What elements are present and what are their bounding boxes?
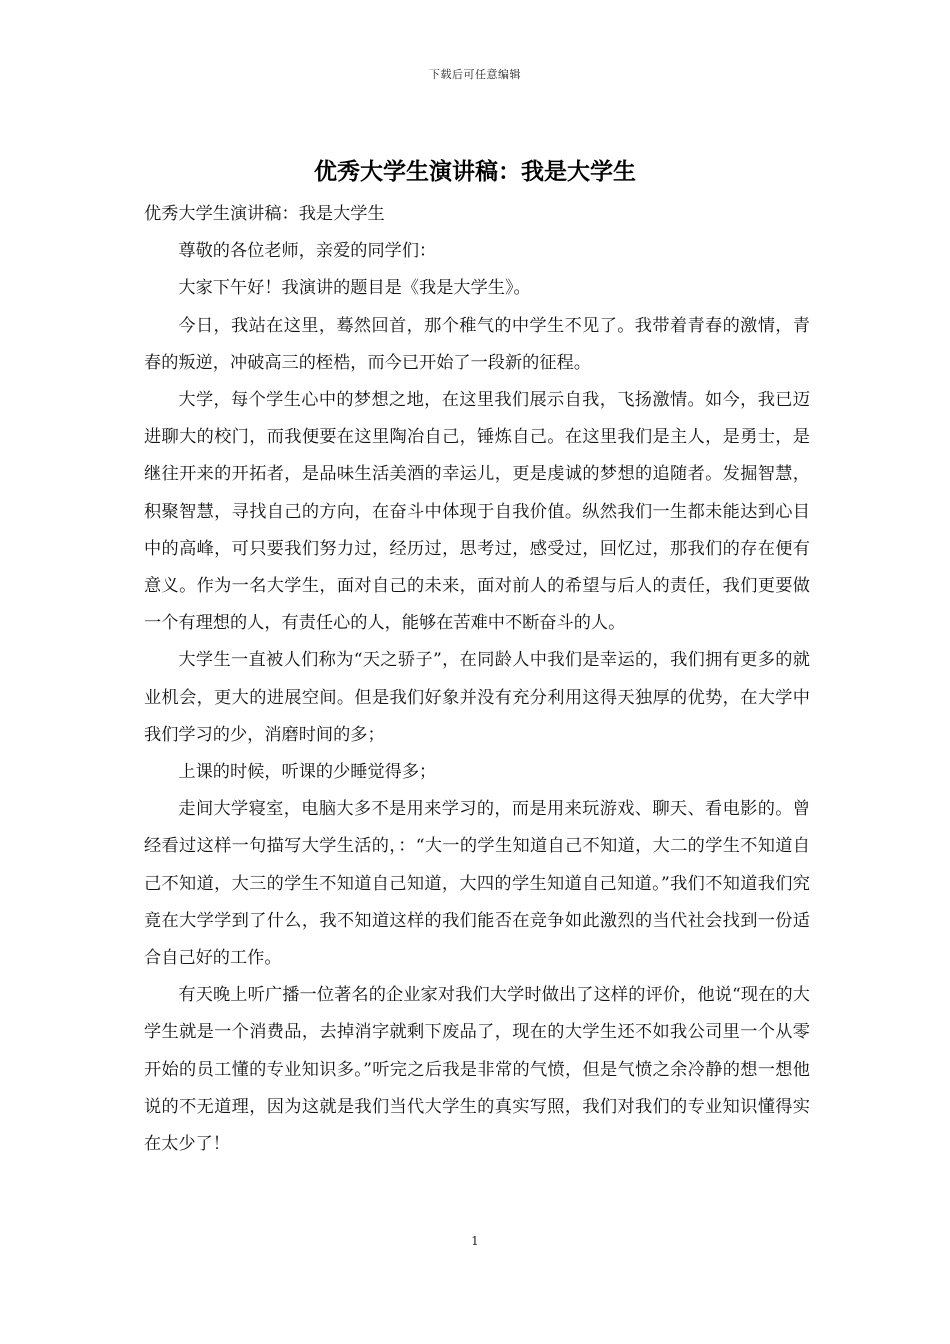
paragraph: 走间大学寝室，电脑大多不是用来学习的，而是用来玩游戏、聊天、看电影的。曾经看过这样一句描写大学生活的，：“大一的学生知道自己不知道，大二的学生不知道自己不知道，大三的学生不知道自己知道，大四的学生知道自己知道。”我们不知道我们究竟在大学学到了什么，我不知道这样的我们能否在竞争如此激烈的当代社会找到一份适合自己好的工作。: [144, 799, 810, 969]
paragraph-subtitle: 优秀大学生演讲稿：我是大学生: [144, 204, 385, 224]
header-note: 下载后可任意编辑: [429, 68, 521, 81]
paragraph-opening: 大家下午好！我演讲的题目是《我是大学生》。: [178, 278, 531, 299]
page-number: 1: [471, 1234, 479, 1248]
paragraph: 大学，每个学生心中的梦想之地，在这里我们展示自我，飞扬激情。如今，我已迈进聊大的校门，而我便要在这里陶冶自己，锤炼自己。在这里我们是主人，是勇士，是继往开来的开拓者，是品味生活美酒的幸运儿，更是虔诚的梦想的追随者。发掘智慧，积聚智慧，寻找自己的方向，在奋斗中体现于自我价值。纵然我们一生都未能达到心目中的高峰，可只要我们努力过，经历过，思考过，感受过，回忆过，那我们的存在便有意义。作为一名大学生，面对自己的未来，面对前人的希望与后人的责任，我们更要做一个有理想的人，有责任心的人，能够在苦难中不断奋斗的人。: [144, 390, 810, 634]
document-title: 优秀大学生演讲稿：我是大学生: [314, 159, 636, 185]
paragraph: 上课的时候，听课的少睡觉得多；: [178, 762, 437, 783]
document-body: [144, 196, 810, 1163]
paragraph-greeting: 尊敬的各位老师，亲爱的同学们：: [178, 241, 437, 262]
paragraph: 有天晚上听广播一位著名的企业家对我们大学时做出了这样的评价，他说“现在的大学生就是一个消费品，去掉消字就剩下废品了，现在的大学生还不如我公司里一个从零开始的员工懂的专业知识多。”听完之后我是非常的气愤，但是气愤之余冷静的想一想他说的不无道理，因为这就是我们当代大学生的真实写照，我们对我们的专业知识懂得实在太少了！: [144, 985, 810, 1155]
paragraph: 今日，我站在这里，蓦然回首，那个稚气的中学生不见了。我带着青春的激情，青春的叛逆，冲破高三的桎梏，而今已开始了一段新的征程。: [144, 315, 810, 373]
paragraph: 大学生一直被人们称为“天之骄子”，在同龄人中我们是幸运的，我们拥有更多的就业机会，更大的进展空间。但是我们好象并没有充分利用这得天独厚的优势，在大学中我们学习的少，消磨时间的多；: [144, 650, 810, 745]
